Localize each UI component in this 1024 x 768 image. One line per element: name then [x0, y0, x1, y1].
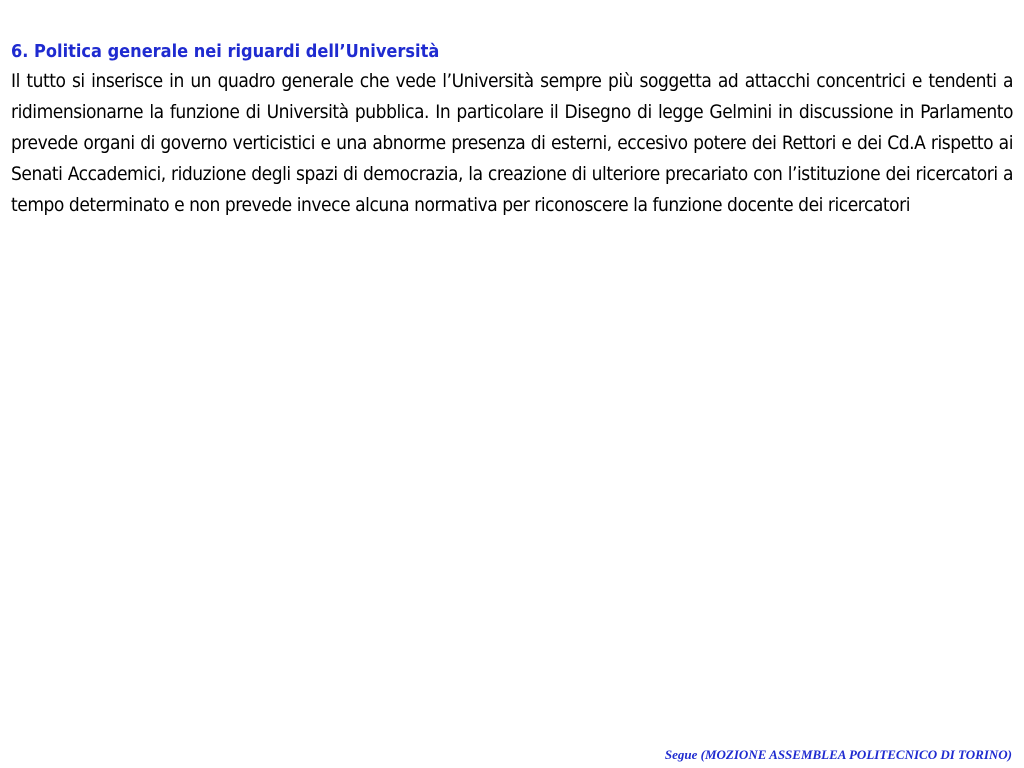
section-body-text: Il tutto si inserisce in un quadro generale che vede l’Università sempre più soggetta ad attacchi concentrici e tendenti a ridimensionarne la funzione di Università pubblica. In particolare il Disegno di legge Gelmini in discussione in Parlamento prevede organi di governo verticistici e una abnorme presenza di esterni, eccesivo potere dei Rettori e dei Cd.A rispetto ai Senati Accademici, riduzione degli spazi di democrazia, la creazione di ulteriore precariato con l’istituzione dei ricercatori a tempo determinato e non prevede invece alcuna normativa per riconoscere la funzione docente dei ricercatori	[11, 70, 1013, 216]
slide-content	[11, 38, 1013, 221]
footer-note: Segue (MOZIONE ASSEMBLEA POLITECNICO DI TORINO)	[664, 747, 1012, 762]
section-heading: 6. Politica generale nei riguardi dell’Università	[11, 41, 440, 62]
